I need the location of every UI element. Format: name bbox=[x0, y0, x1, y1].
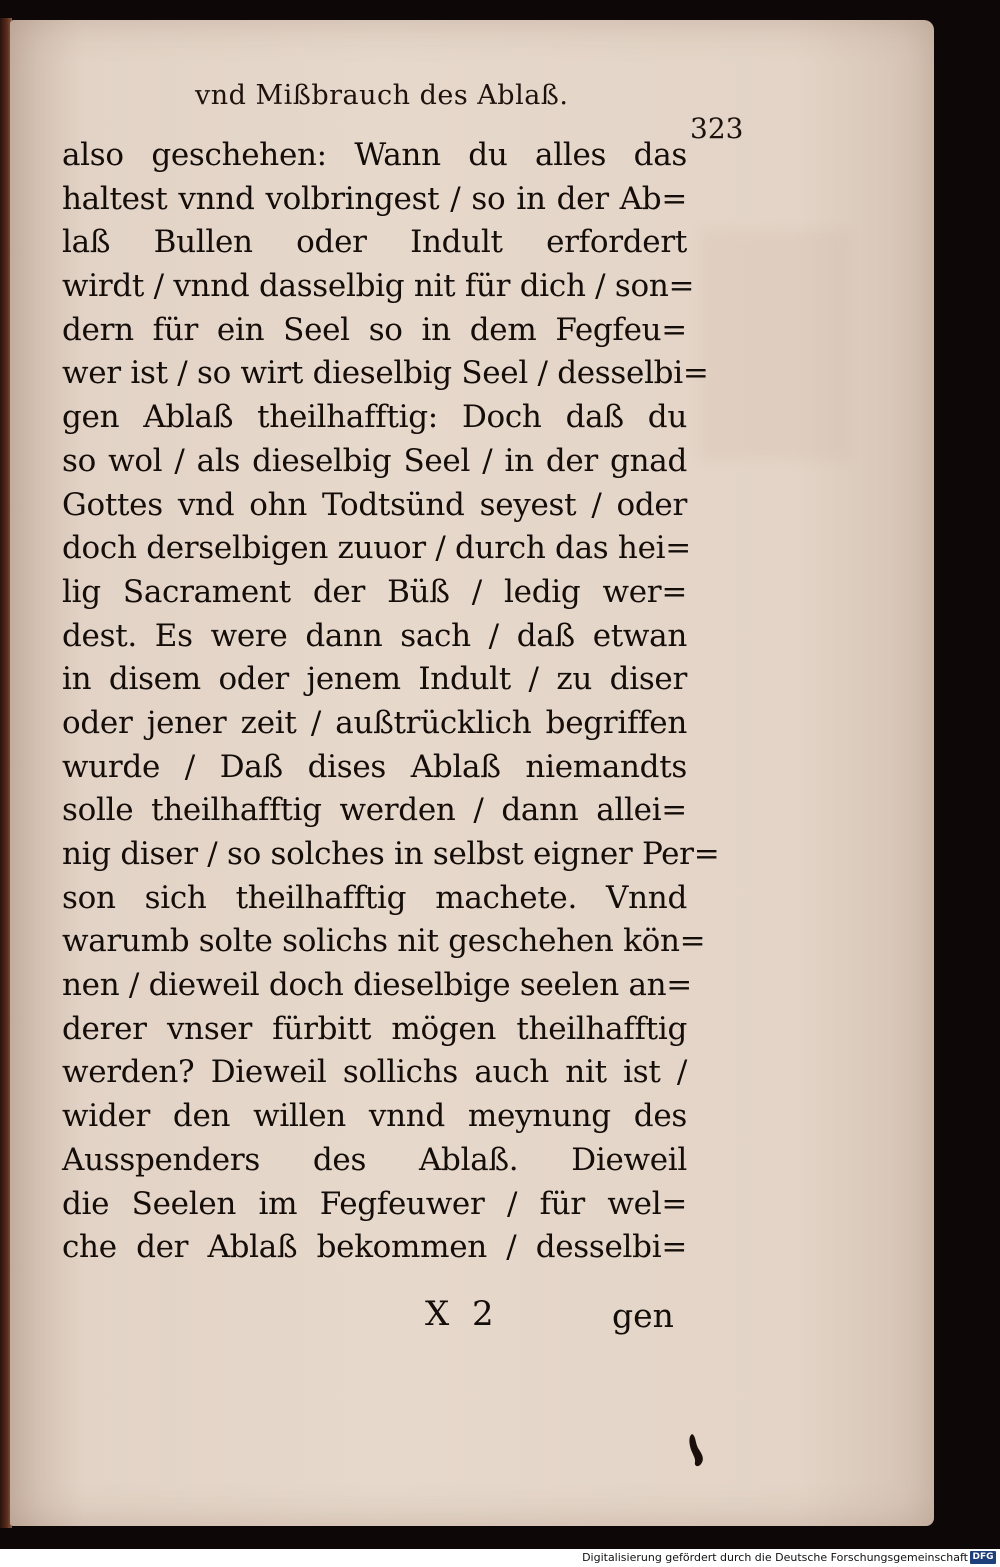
text-line: solle theilhafftig werden / dann allei= bbox=[62, 792, 687, 829]
body-text bbox=[62, 134, 720, 1270]
text-line: wider den willen vnnd meynung des bbox=[62, 1098, 687, 1135]
text-line: haltest vnnd volbringest / so in der Ab= bbox=[62, 180, 687, 217]
text-line: warumb solte solichs nit geschehen kön= bbox=[62, 923, 706, 960]
text-line: doch derselbigen zuuor / durch das hei= bbox=[62, 530, 691, 567]
text-line: gen Ablaß theilhafftig: Doch daß du bbox=[62, 399, 687, 436]
footer-bar bbox=[0, 1549, 1000, 1567]
text-line: lig Sacrament der Büß / ledig wer= bbox=[62, 573, 687, 610]
text-line: also geschehen: Wann du alles das bbox=[62, 137, 687, 173]
text-line: oder jener zeit / außtrücklich begriffen bbox=[62, 704, 687, 741]
text-line: nen / dieweil doch dieselbige seelen an= bbox=[62, 967, 692, 1004]
text-line: wirdt / vnnd dasselbig nit für dich / son= bbox=[62, 268, 695, 305]
show-through-area bbox=[700, 230, 850, 460]
text-line: in disem oder jenem Indult / zu diser bbox=[62, 661, 687, 698]
text-line: son sich theilhafftig machete. Vnnd bbox=[62, 879, 687, 916]
text-line: derer vnser fürbitt mögen theilhafftig bbox=[62, 1010, 687, 1047]
text-line: die Seelen im Fegfeuwer / für wel= bbox=[62, 1185, 687, 1222]
signature-mark: X 2 bbox=[425, 1294, 500, 1334]
text-line: dest. Es were dann sach / daß etwan bbox=[62, 617, 687, 654]
dfg-logo: DFG bbox=[970, 1551, 996, 1564]
running-head: vnd Mißbrauch des Ablaß. bbox=[195, 80, 569, 111]
text-line: wurde / Daß dises Ablaß niemandts bbox=[62, 748, 687, 785]
text-line: laß Bullen oder Indult erfordert bbox=[62, 224, 687, 261]
text-line: che der Ablaß bekommen / desselbi= bbox=[62, 1229, 687, 1266]
footer-credit: Digitalisierung gefördert durch die Deutsche Forschungsgemeinschaft bbox=[582, 1551, 968, 1564]
text-line: werden? Dieweil sollichs auch nit ist / bbox=[62, 1054, 687, 1091]
ink-blot-icon bbox=[686, 1432, 708, 1470]
page-number: 323 bbox=[690, 112, 744, 145]
text-line: Gottes vnd ohn Todtsünd seyest / oder bbox=[62, 486, 687, 523]
text-line: Ausspenders des Ablaß. Dieweil bbox=[62, 1141, 687, 1178]
text-line: so wol / als dieselbig Seel / in der gnad bbox=[62, 442, 687, 479]
text-line: dern für ein Seel so in dem Fegfeu= bbox=[62, 311, 687, 348]
text-line: wer ist / so wirt dieselbig Seel / desselbi= bbox=[62, 355, 709, 392]
text-line: nig diser / so solches in selbst eigner Per= bbox=[62, 836, 720, 872]
catchword: gen bbox=[612, 1296, 674, 1335]
